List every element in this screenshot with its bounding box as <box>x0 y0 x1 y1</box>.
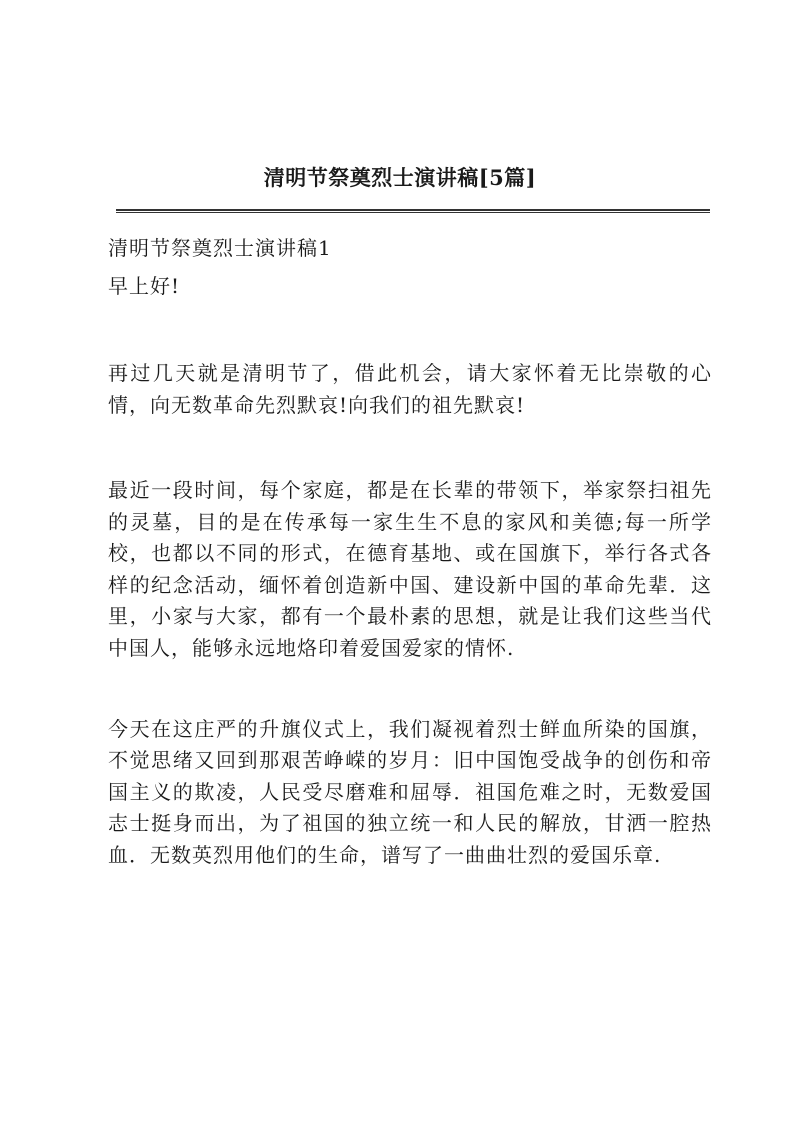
paragraph: 今天在这庄严的升旗仪式上，我们凝视着烈士鲜血所染的国旗，不觉思绪又回到那艰苦峥嵘的岁月：旧中国饱受战争的创伤和帝国主义的欺凌，人民受尽磨难和屈辱．祖国危难之时，无数爱国志士挺身而出，为了祖国的独立统一和人民的解放，甘洒一腔热血．无数英烈用他们的生命，谱写了一曲曲壮烈的爱国乐章. <box>108 716 712 867</box>
document-title: 清明节祭奠烈士演讲稿[5篇] <box>263 165 537 190</box>
paragraph: 最近一段时间，每个家庭，都是在长辈的带领下，举家祭扫祖先的灵墓，目的是在传承每一家生生不息的家风和美德;每一所学校，也都以不同的形式，在德育基地、或在国旗下，举行各式各样的纪念活动，缅怀着创造新中国、建设新中国的革命先辈．这里，小家与大家，都有一个最朴素的思想，就是让我们这些当代中国人，能够永远地烙印着爱国爱家的情怀. <box>108 478 712 660</box>
section-heading: 清明节祭奠烈士演讲稿1 <box>108 236 332 260</box>
paragraph: 再过几天就是清明节了，借此机会，请大家怀着无比崇敬的心情，向无数革命先烈默哀!向我们的祖先默哀! <box>108 361 712 417</box>
greeting: 早上好! <box>108 274 181 298</box>
document-body <box>108 232 712 872</box>
title-divider <box>116 209 710 213</box>
